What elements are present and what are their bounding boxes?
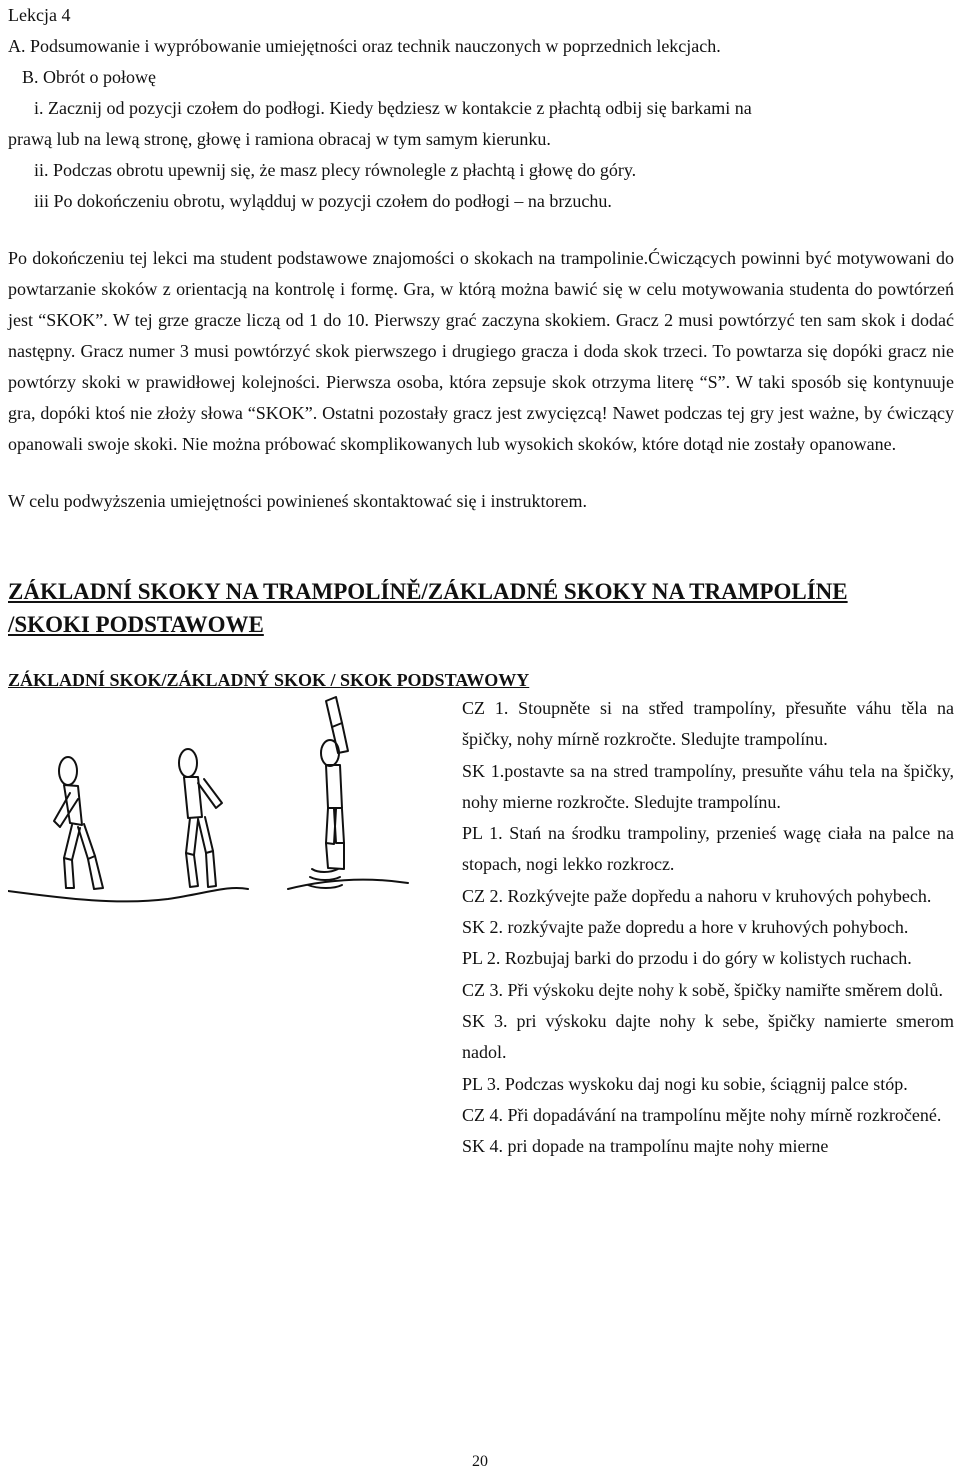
section-heading-line1: ZÁKLADNÍ SKOKY NA TRAMPOLÍNĚ/ZÁKLADNÉ SKOKY NA TRAMPOLÍNE [8,579,848,604]
instructor-note: W celu podwyższenia umiejętności powinieneś skontaktować się i instruktorem. [8,491,588,511]
point-a: A. Podsumowanie i wypróbowanie umiejętności oraz technik nauczonych w poprzednich lekcjach. [8,36,721,56]
step-entry: CZ 2. Rozkývejte paže dopředu a nahoru v kruhových pohybech. [462,885,932,906]
step-entry: SK 2. rozkývajte paže dopredu a hore v kruhových pohyboch. [462,917,909,938]
spacer [8,460,954,486]
step-entry: CZ 4. Při dopadávání na trampolínu mějte nohy mírně rozkročené. [462,1104,942,1125]
point-b: B. Obrót o połowę [22,67,156,87]
sub-point-ii: ii. Podczas obrotu upewnij się, że masz plecy równolegle z płachtą i głowę do góry. [34,160,637,180]
trampoline-bed-right [288,880,408,889]
trampoline-bed-left [8,888,248,902]
section-subheading: ZÁKLADNÍ SKOK/ZÁKLADNÝ SKOK / SKOK PODSTAWOWY [8,670,530,690]
step-entry: PL 3. Podczas wyskoku daj nogi ku sobie, ściągnij palce stóp. [462,1073,908,1094]
basic-jump-section [8,693,954,1393]
spacer [8,517,954,575]
lesson-title: Lekcja 4 [8,5,71,25]
step-entry: SK 4. pri dopade na trampolínu majte nohy mierne [462,1136,829,1157]
spacer [8,217,954,243]
figure-swinging [179,749,222,887]
motion-mark [308,885,342,888]
figure-standing [54,757,103,889]
step-entry: CZ 1. Stoupněte si na střed trampolíny, přesuňte váhu těla na špičky, nohy mírně rozkročte. Sledujte trampolínu. [462,698,954,750]
step-entry: SK 1.postavte sa na stred trampolíny, presuňte váhu tela na špičky, nohy mierne rozkročte. Sledujte trampolínu. [462,760,954,812]
step-entry: CZ 3. Při výskoku dejte nohy k sobě, špičky namiřte směrem dolů. [462,979,943,1000]
motion-mark [310,877,340,880]
step-entry: PL 2. Rozbujaj barki do przodu i do góry w kolistych ruchach. [462,948,912,969]
motion-mark [312,869,338,872]
steps-column [462,693,954,1162]
page-number: 20 [472,1453,488,1470]
figure-jumping [321,697,348,869]
sub-point-i-line2: prawą lub na lewą stronę, głowę i ramiona obracaj w tym samym kierunku. [8,129,551,149]
document-page [8,0,954,1393]
section-heading-line2: /SKOKI PODSTAWOWE [8,612,264,637]
step-entry: SK 3. pri výskoku dajte nohy k sebe, špičky namierte smerom nadol. [462,1010,954,1063]
trampoline-jump-illustration [8,693,453,913]
summary-paragraph: Po dokończeniu tej lekci ma student podstawowe znajomości o skokach na trampolinie.Ćwiczących powinni być motywowani do powtarzanie skoków z orientacją na kontrolę i formę. Gra, w którą można bawić się w celu motywowania studenta do powtórzeń jest “SKOK”. W tej grze gracze liczą od 1 do 10. Pierwszy grać zaczyna skokiem. Gracz 2 musi powtórzyć ten sam skok i dodać następny. Gracz numer 3 musi powtórzyć skok pierwszego i drugiego gracza i doda skok trzeci. To powtarza się dopóki gracz nie powtórzy skoki w prawidłowej kolejności. Pierwsza osoba, która zepsuje skok otrzyma literę “S”. W taki sposób się kontynuuje gra, dopóki ktoś nie złoży słowa “SKOK”. Ostatni pozostały gracz jest zwycięzcą! Nawet podczas tej gry jest ważne, by ćwiczący opanowali swoje skoki. Nie można próbować skomplikowanych lub wysokich skoków, które dotąd nie zostały opanowane. [8,248,954,454]
sub-point-iii: iii Po dokończeniu obrotu, wylądduj w pozycji czołem do podłogi – na brzuchu. [34,191,612,211]
sub-point-i-line1: i. Zacznij od pozycji czołem do podłogi. Kiedy będziesz w kontakcie z płachtą odbij się barkami na [34,98,752,118]
step-entry: PL 1. Stań na środku trampoliny, przenieś wagę ciała na palce na stopach, nogi lekko rozkrocz. [462,823,954,875]
